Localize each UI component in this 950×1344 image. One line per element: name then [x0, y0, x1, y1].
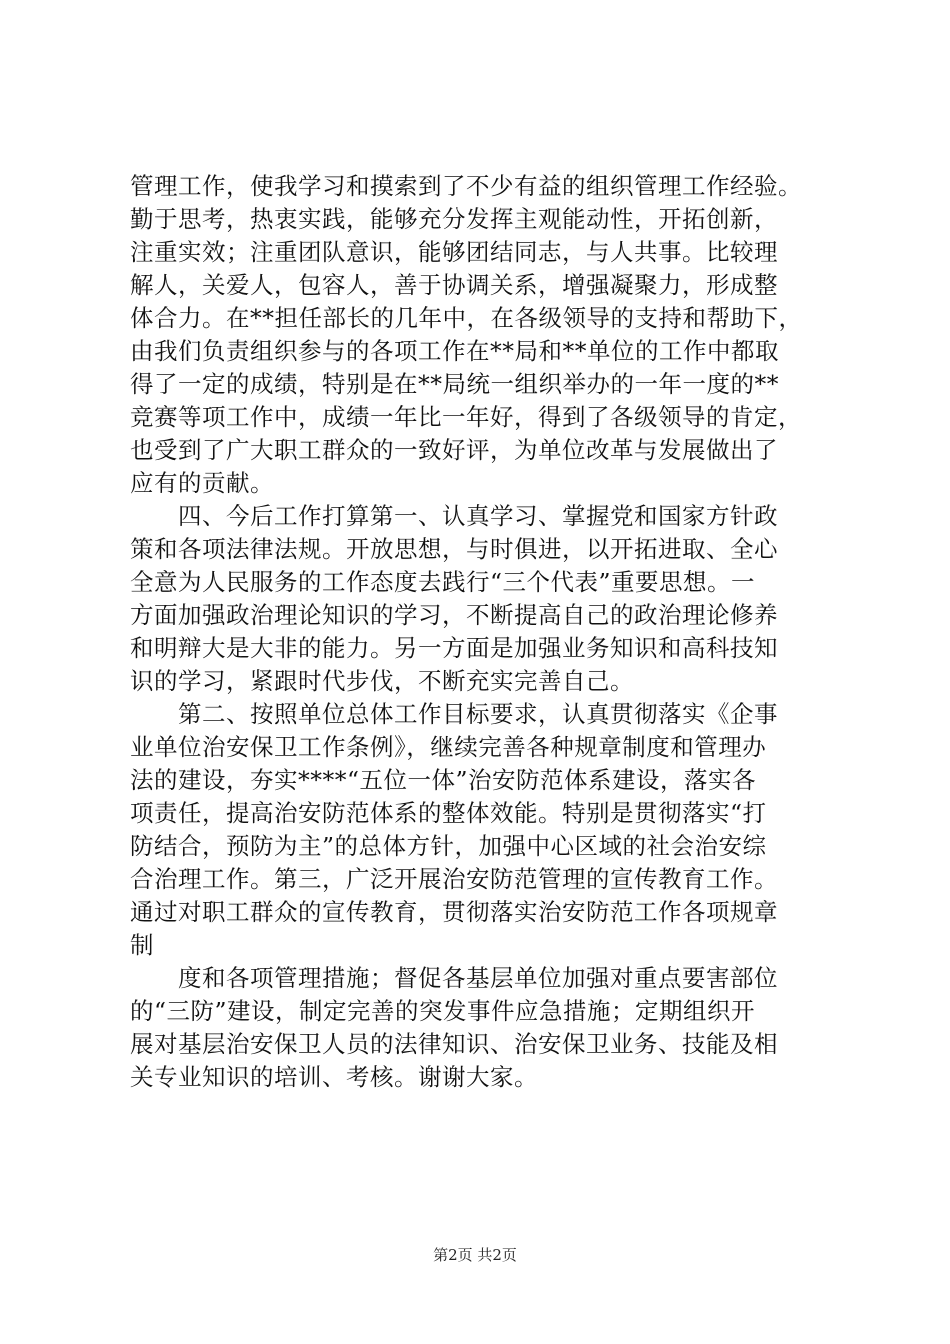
text-line: 注重实效；注重团队意识，能够团结同志，与人共事。比较理 — [130, 238, 778, 266]
text-line: 关专业知识的培训、考核。谢谢大家。 — [130, 1063, 538, 1091]
text-line: 第二、按照单位总体工作目标要求，认真贯彻落实《企事 — [130, 700, 778, 728]
text-line: 四、今后工作打算第一、认真学习、掌握党和国家方针政 — [130, 502, 778, 530]
text-line: 全意为人民服务的工作态度去践行“三个代表”重要思想。一 — [130, 568, 756, 596]
text-line: 得了一定的成绩，特别是在**局统一组织举办的一年一度的** — [130, 370, 779, 398]
text-line: 识的学习，紧跟时代步伐，不断充实完善自己。 — [130, 667, 634, 695]
text-line: 体合力。在**担任部长的几年中，在各级领导的支持和帮助下， — [130, 304, 803, 332]
text-line: 由我们负责组织参与的各项工作在**局和**单位的工作中都取 — [130, 337, 779, 365]
text-line: 解人，关爱人，包容人，善于协调关系，增强凝聚力，形成整 — [130, 271, 778, 299]
text-line: 展对基层治安保卫人员的法律知识、治安保卫业务、技能及相 — [130, 1030, 778, 1058]
text-line: 应有的贡献。 — [130, 469, 274, 497]
text-line: 和明辩大是大非的能力。另一方面是加强业务知识和高科技知 — [130, 634, 778, 662]
text-line: 管理工作，使我学习和摸索到了不少有益的组织管理工作经验。 — [130, 172, 802, 200]
text-line: 制 — [130, 931, 154, 959]
text-line: 通过对职工群众的宣传教育，贯彻落实治安防范工作各项规章 — [130, 898, 778, 926]
text-line: 防结合，预防为主”的总体方针，加强中心区域的社会治安综 — [130, 832, 767, 860]
page-footer — [0, 1246, 950, 1264]
text-line: 度和各项管理措施；督促各基层单位加强对重点要害部位 — [130, 964, 778, 992]
text-line: 竞赛等项工作中，成绩一年比一年好，得到了各级领导的肯定， — [130, 403, 802, 431]
document-body — [130, 170, 840, 1094]
text-line: 也受到了广大职工群众的一致好评，为单位改革与发展做出了 — [130, 436, 778, 464]
text-line: 合治理工作。第三，广泛开展治安防范管理的宣传教育工作。 — [130, 865, 778, 893]
text-line: 策和各项法律法规。开放思想，与时俱进，以开拓进取、全心 — [130, 535, 778, 563]
text-line: 业单位治安保卫工作条例》，继续完善各种规章制度和管理办 — [130, 733, 767, 761]
text-line: 的“三防”建设，制定完善的突发事件应急措施；定期组织开 — [130, 997, 756, 1025]
page-number: 第2页 共2页 — [433, 1246, 517, 1264]
text-line: 法的建设，夯实****“五位一体”治安防范体系建设，落实各 — [130, 766, 757, 794]
text-line: 方面加强政治理论知识的学习，不断提高自己的政治理论修养 — [130, 601, 778, 629]
text-line: 勤于思考，热衷实践，能够充分发挥主观能动性，开拓创新， — [130, 205, 778, 233]
text-line: 项责任，提高治安防范体系的整体效能。特别是贯彻落实“打 — [130, 799, 767, 827]
